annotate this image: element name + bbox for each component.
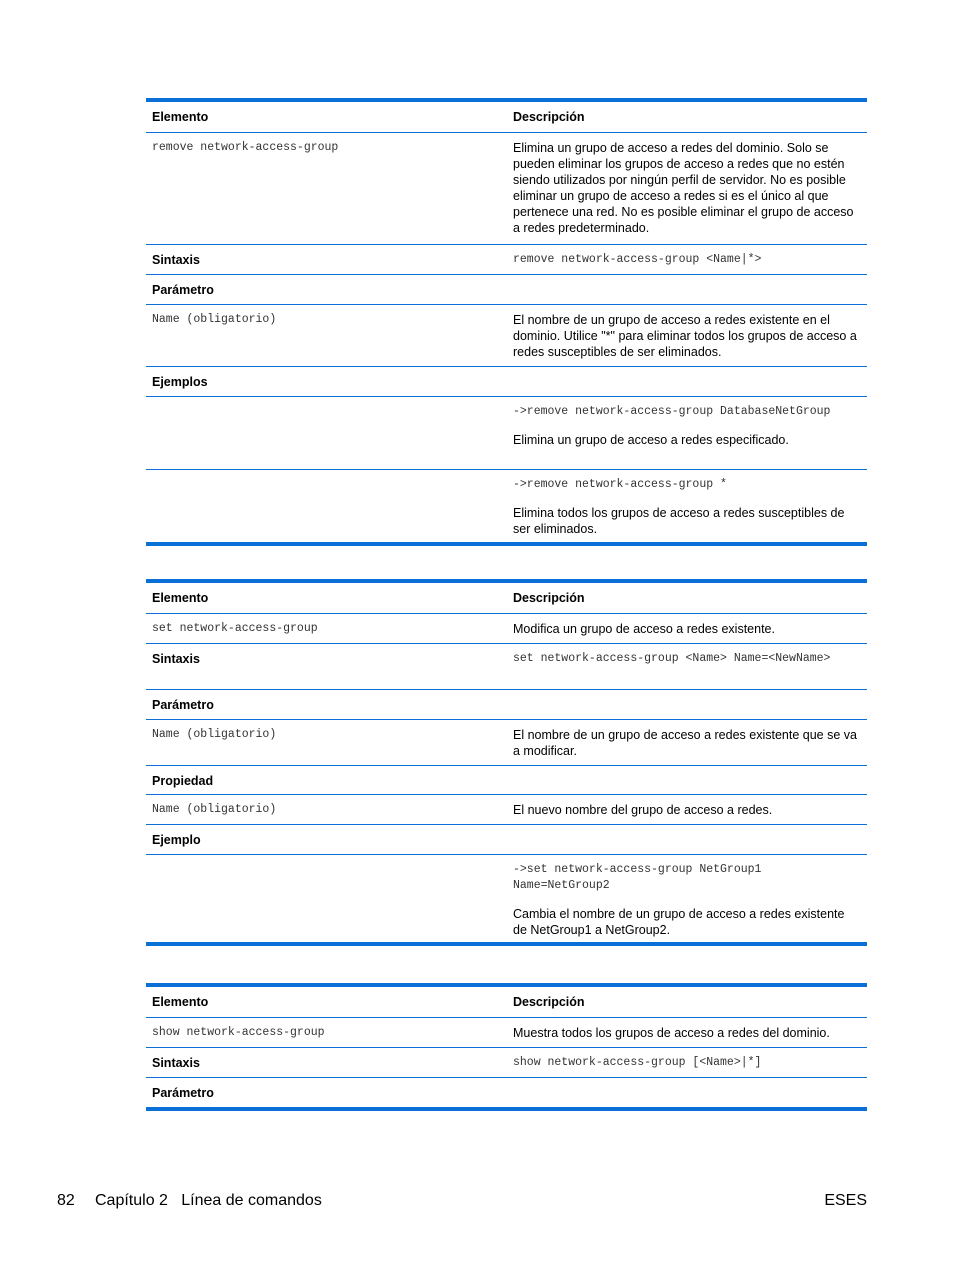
command-name: set network-access-group [152, 622, 318, 635]
parameter-heading-row [146, 275, 867, 305]
column-header-elemento: Elemento [152, 591, 209, 605]
syntax-value: remove network-access-group <Name|*> [513, 253, 762, 266]
syntax-label: Sintaxis [152, 253, 200, 267]
command-description: Elimina un grupo de acceso a redes del dominio. Solo se pueden eliminar los grupos de acceso a redes que no estén siendo utilizados por ningún perfil de servidor. No es posible eliminar un grupo de acceso a redes si es el único al que pertenece una red. No es posible eliminar el grupo de acceso a redes predeterminado. [513, 141, 854, 235]
property-description: El nuevo nombre del grupo de acceso a redes. [513, 803, 773, 817]
property-label: Propiedad [152, 774, 214, 788]
show-network-access-group-table [146, 983, 867, 1111]
syntax-row [146, 644, 867, 690]
parameter-row [146, 720, 867, 766]
column-header-elemento: Elemento [152, 110, 209, 124]
example-label: Ejemplo [152, 833, 201, 847]
command-row [146, 133, 867, 245]
examples-heading-row [146, 367, 867, 397]
syntax-label: Sintaxis [152, 1056, 200, 1070]
command-description: Muestra todos los grupos de acceso a redes del dominio. [513, 1026, 830, 1040]
example-heading-row [146, 825, 867, 855]
column-header-descripcion: Descripción [513, 995, 585, 1009]
parameter-row [146, 305, 867, 367]
column-header-descripcion: Descripción [513, 110, 585, 124]
parameter-heading-row [146, 690, 867, 720]
syntax-value: set network-access-group <Name> Name=<NewName> [513, 652, 831, 665]
column-header-elemento: Elemento [152, 995, 209, 1009]
command-row [146, 614, 867, 644]
example-row [146, 855, 867, 942]
property-name: Name (obligatorio) [152, 803, 277, 816]
example-command: ->set network-access-group NetGroup1 Name=NetGroup2 [513, 863, 762, 892]
example-command: ->remove network-access-group DatabaseNetGroup [513, 405, 831, 418]
table-header-row [146, 583, 867, 614]
parameter-heading-row [146, 1078, 867, 1107]
parameter-label: Parámetro [152, 1086, 214, 1100]
syntax-value: show network-access-group [<Name>|*] [513, 1056, 762, 1069]
parameter-name: Name (obligatorio) [152, 313, 277, 326]
table-header-row [146, 102, 867, 133]
syntax-label: Sintaxis [152, 652, 200, 666]
chapter-title: Capítulo 2 Línea de comandos [95, 1192, 322, 1209]
example-description: Elimina un grupo de acceso a redes especificado. [513, 433, 789, 447]
page-number: 82 [57, 1192, 75, 1209]
syntax-row [146, 245, 867, 275]
property-row [146, 795, 867, 825]
examples-label: Ejemplos [152, 375, 208, 389]
remove-network-access-group-table [146, 98, 867, 546]
column-header-descripcion: Descripción [513, 591, 585, 605]
example-row [146, 470, 867, 542]
parameter-label: Parámetro [152, 698, 214, 712]
property-heading-row [146, 766, 867, 795]
command-description: Modifica un grupo de acceso a redes existente. [513, 622, 775, 636]
example-command: ->remove network-access-group * [513, 478, 727, 491]
example-description: Cambia el nombre de un grupo de acceso a redes existente de NetGroup1 a NetGroup2. [513, 907, 845, 937]
example-description: Elimina todos los grupos de acceso a redes susceptibles de ser eliminados. [513, 506, 845, 536]
parameter-name: Name (obligatorio) [152, 728, 277, 741]
example-row [146, 397, 867, 470]
parameter-description: El nombre de un grupo de acceso a redes existente en el dominio. Utilice "*" para eliminar todos los grupos de acceso a redes susceptibles de ser eliminados. [513, 313, 857, 359]
command-row [146, 1018, 867, 1048]
parameter-description: El nombre de un grupo de acceso a redes existente que se va a modificar. [513, 728, 857, 758]
table-header-row [146, 987, 867, 1018]
command-name: remove network-access-group [152, 141, 339, 154]
set-network-access-group-table [146, 579, 867, 946]
locale-code: ESES [824, 1192, 867, 1209]
syntax-row [146, 1048, 867, 1078]
parameter-label: Parámetro [152, 283, 214, 297]
command-name: show network-access-group [152, 1026, 325, 1039]
